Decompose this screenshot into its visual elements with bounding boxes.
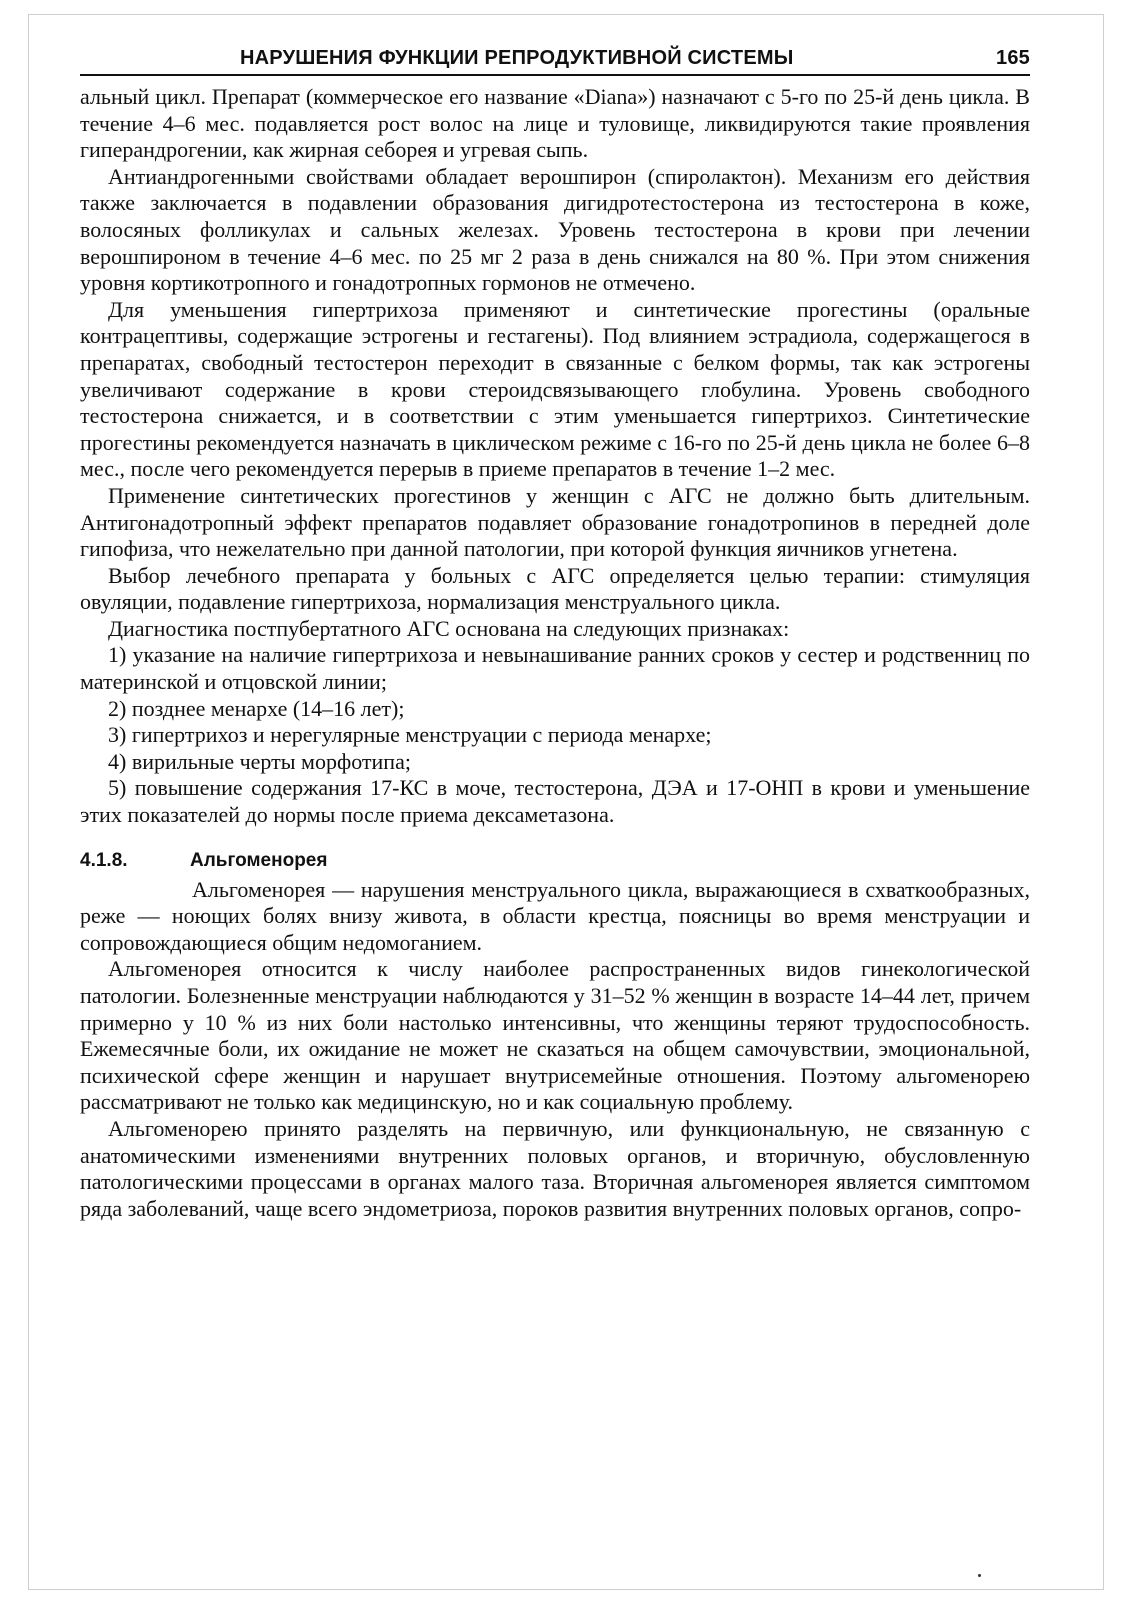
page-body [80,84,1030,1222]
paragraph-classification: Альгоменорею принято разделять на первичную, или функциональную, не связанную с анатомическими изменениями внутренних половых органов, и вторичную, обусловленную патологическими процессами в органах малого таза. Вторичная альгоменорея является симптомом ряда заболеваний, чаще всего эндометриоза, пороков развития внутренних половых органов, сопро- [80,1115,1030,1221]
scan-speck [978,1574,981,1577]
paragraph-definition: Альгоменорея — нарушения менструального цикла, выражающиеся в схваткообразных, реже — ноющих болях внизу живота, в области крестца, поясницы во время менструации и сопровождающиеся общим недомоганием. [80,876,1030,955]
paragraph-continuation: альный цикл. Препарат (коммерческое его название «Diana») назначают с 5-го по 25-й день цикла. В течение 4–6 мес. подавляется рост волос на лице и туловище, ликвидируются такие проявления гиперандрогении, как жирная себорея и угревая сыпь. [80,84,1030,163]
paragraph-progestins: Для уменьшения гипертрихоза применяют и синтетические прогестины (оральные контрацептивы, содержащие эстрогены и гестагены). Под влиянием эстрадиола, содержащегося в препаратах, свободный тестостерон переходит в связанные с белком формы, так как эстрогены увеличивают содержание в крови стероидсвязывающего глобулина. Уровень свободного тестостерона снижается, и в соответствии с этим уменьшается гипертрихоз. Синтетические прогестины рекомендуется назначать в циклическом режиме с 16-го по 25-й день цикла не более 6–8 мес., после чего рекомендуется перерыв в приеме препаратов в течение 1–2 мес. [80,296,1030,482]
criteria-item: 2) позднее менархе (14–16 лет); [108,695,405,721]
page-number: 165 [996,47,1030,69]
section-title: Альгоменорея [190,849,328,871]
paragraph-veroshpiron: Антиандрогенными свойствами обладает верошпирон (спиролактон). Механизм его действия также заключается в подавлении образования дигидротестостерона из тестостерона в коже, волосяных фолликулах и сальных железах. Уровень тестостерона в крови при лечении верошпироном в течение 4–6 мес. по 25 мг 2 раза в день снижался на 80 %. При этом снижения уровня кортикотропного и гонадотропных гормонов не отмечено. [80,163,1030,296]
section-number: 4.1.8. [80,849,128,871]
paragraph-therapy-choice: Выбор лечебного препарата у больных с АГС определяется целью терапии: стимуляция овуляции, подавление гипертрихоза, нормализация менструального цикла. [80,562,1030,615]
criteria-item: 1) указание на наличие гипертрихоза и невынашивание ранних сроков у сестер и родственниц по материнской и отцовской линии; [80,642,1030,695]
running-header-title: НАРУШЕНИЯ ФУНКЦИИ РЕПРОДУКТИВНОЙ СИСТЕМЫ [240,47,794,69]
paragraph-prevalence: Альгоменорея относится к числу наиболее распространенных видов гинекологической патологии. Болезненные менструации наблюдаются у 31–52 % женщин в возрасте 14–44 лет, причем примерно у 10 % из них боли настолько интенсивны, что женщины теряют трудоспособность. Ежемесячные боли, их ожидание не может не сказаться на общем самочувствии, эмоциональной, психической сфере женщин и нарушает внутрисемейные отношения. Поэтому альгоменорею рассматривают не только как медицинскую, но и как социальную проблему. [80,956,1030,1115]
criteria-item: 5) повышение содержания 17-КС в моче, тестостерона, ДЭА и 17-ОНП в крови и уменьшение этих показателей до нормы после приема дексаметазона. [80,775,1030,828]
paragraph-diagnostics-intro: Диагностика постпубертатного АГС основана на следующих признаках: [108,615,790,641]
running-header [80,46,1030,76]
criteria-item: 3) гипертрихоз и нерегулярные менструации с периода менархе; [108,722,712,748]
criteria-item: 4) вирильные черты морфотипа; [108,748,411,774]
paragraph-progestin-duration: Применение синтетических прогестинов у женщин с АГС не должно быть длительным. Антигонадотропный эффект препаратов подавляет образование гонадотропинов в передней доле гипофиза, что нежелательно при данной патологии, при которой функция яичников угнетена. [80,482,1030,562]
section-heading [80,849,1030,873]
